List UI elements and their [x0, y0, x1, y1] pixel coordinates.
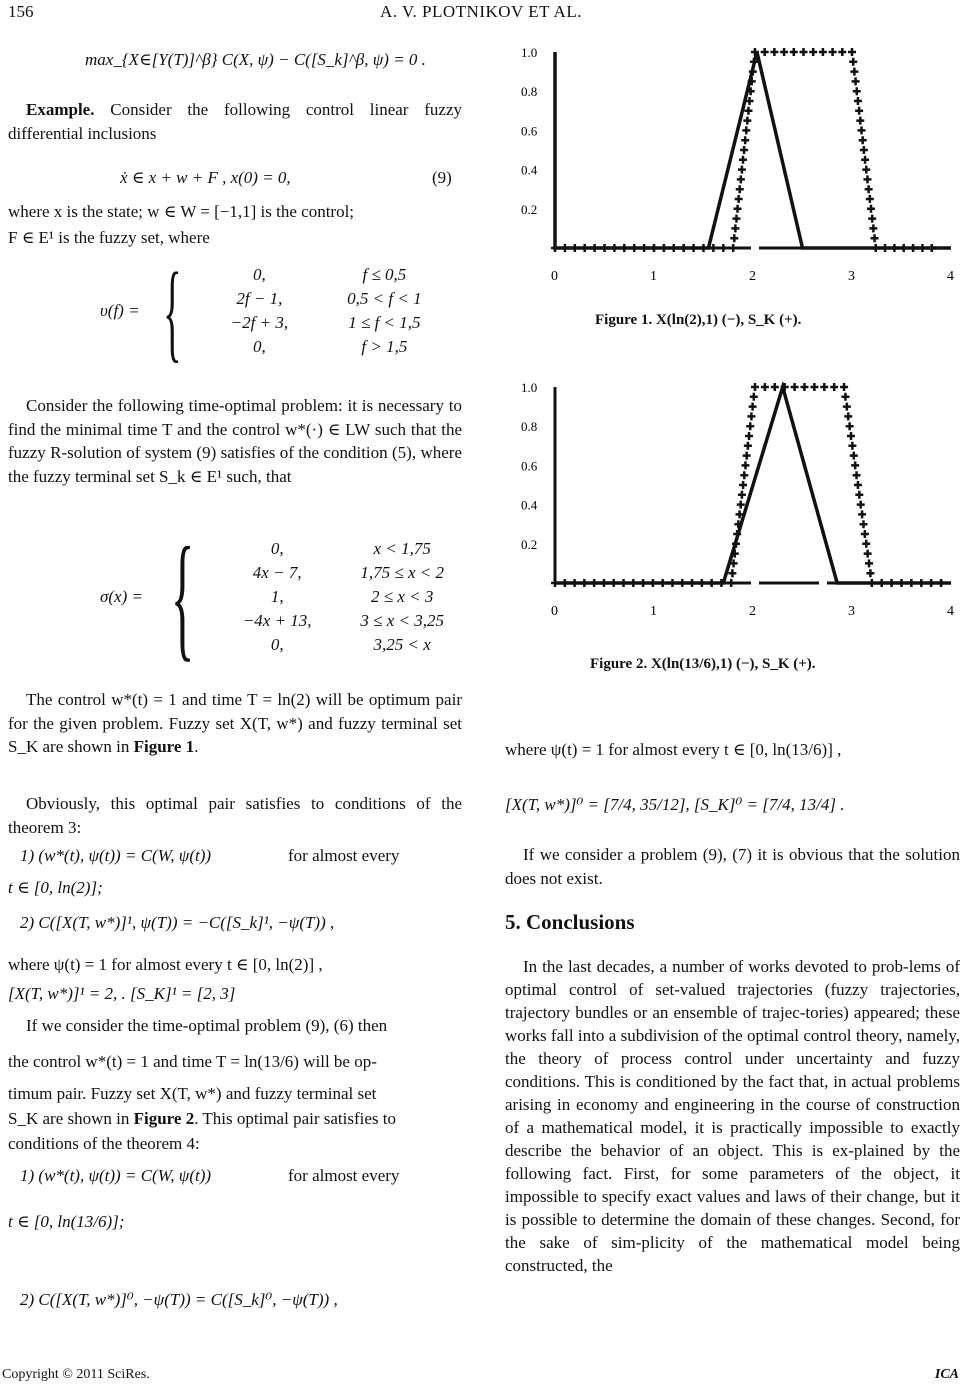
plus-marker [708, 579, 716, 587]
control-text: The control w*(t) = 1 and time T = ln(2) will be optimum pair for the given problem. Fuzzy set X(T, w*) and fuzzy terminal set S_K are shown in [8, 690, 462, 756]
plus-marker [751, 383, 759, 391]
plus-marker [850, 68, 858, 76]
plus-marker [861, 530, 869, 538]
equation-9-number: (9) [432, 168, 452, 187]
plus-marker [620, 579, 628, 587]
plus-marker [771, 383, 779, 391]
plus-marker [878, 579, 886, 587]
condition-1b: t ∈ [0, ln(2)]; [8, 878, 103, 897]
plus-marker [928, 244, 936, 252]
plus-marker [561, 244, 569, 252]
plus-marker [736, 185, 744, 193]
plus-marker [844, 412, 852, 420]
plus-marker [610, 579, 618, 587]
plus-marker [639, 579, 647, 587]
plus-marker [731, 224, 739, 232]
plus-marker [810, 383, 818, 391]
plus-marker [747, 412, 755, 420]
plus-marker [600, 579, 608, 587]
sigma-lhs: σ(x) = [100, 587, 143, 606]
where-line-1: where x is the state; w ∈ W = [−1,1] is the control; [8, 202, 355, 221]
plus-marker [853, 471, 861, 479]
plus-marker [848, 442, 856, 450]
plus-marker [551, 244, 559, 252]
x-tick-label: 3 [848, 604, 855, 619]
case-expression: 1, [270, 587, 284, 606]
plus-marker [738, 491, 746, 499]
figure-1-caption: Figure 1. X(ln(2),1) (−), S_K (+). [595, 312, 802, 328]
x-tick-label: 1 [650, 604, 657, 619]
example-paragraph [8, 98, 462, 145]
plus-marker [855, 107, 863, 115]
x-tick-label: 2 [749, 269, 756, 284]
plus-marker [937, 579, 945, 587]
plus-marker [890, 244, 898, 252]
plus-marker [809, 48, 817, 56]
plus-marker [650, 244, 658, 252]
upsilon-lhs: υ(f) = [100, 301, 140, 320]
plus-marker [742, 126, 750, 134]
plus-marker [743, 452, 751, 460]
plus-marker [761, 383, 769, 391]
plus-marker [728, 569, 736, 577]
plus-marker [743, 117, 751, 125]
where-line-2: F ∈ E¹ is the fuzzy set, where [8, 228, 210, 247]
plus-marker [739, 481, 747, 489]
case-expression: 0, [253, 337, 266, 356]
plus-marker [799, 48, 807, 56]
x-tick-label: 2 [749, 604, 756, 619]
plus-marker [690, 244, 698, 252]
plus-marker [571, 244, 579, 252]
plus-marker [780, 48, 788, 56]
y-tick-label: 0.8 [521, 419, 538, 435]
plus-marker [790, 48, 798, 56]
x-tick-label: 0 [551, 269, 558, 284]
consider-paragraph: Consider the following time-optimal problem: it is necessary to find the minimal time T and the control w*(·) ∈ LW such that the fuzzy R-solution of system (9) satisfies of the condition (5), where the fuzzy terminal set S_k ∈ E¹ such, that [8, 396, 462, 486]
condition-1c-tail: for almost every [288, 1166, 400, 1185]
plus-marker [862, 540, 870, 548]
case-condition: 0,5 < f < 1 [347, 289, 422, 308]
plus-marker [660, 244, 668, 252]
plus-marker [869, 224, 877, 232]
plus-marker [738, 166, 746, 174]
plus-marker [841, 393, 849, 401]
y-tick-label: 0.2 [521, 201, 538, 217]
condition-1d: t ∈ [0, ln(13/6)]; [8, 1212, 125, 1231]
plus-marker [858, 126, 866, 134]
plus-marker [867, 205, 875, 213]
plus-marker [719, 244, 727, 252]
plus-marker [640, 244, 648, 252]
x-tick-label: 0 [551, 604, 558, 619]
y-tick-label: 1.0 [521, 380, 538, 395]
plus-marker [571, 579, 579, 587]
plus-marker [670, 244, 678, 252]
equation-9: ẋ ∈ x + w + F , x(0) = 0, [120, 168, 291, 187]
copyright: Copyright © 2011 SciRes. [2, 1367, 150, 1382]
plus-marker [745, 432, 753, 440]
plus-marker [820, 383, 828, 391]
period: . [194, 737, 199, 756]
plus-marker [649, 579, 657, 587]
if-consider-line-4 [8, 1109, 396, 1129]
x-tick-label: 4 [947, 269, 954, 284]
plus-marker [861, 156, 869, 164]
if-consider-line-5: conditions of the theorem 4: [8, 1134, 200, 1153]
figure-1-reference[interactable]: Figure 1 [133, 737, 195, 756]
case-expression: −4x + 13, [242, 611, 312, 630]
figure-2-chart [505, 365, 965, 625]
plus-marker [698, 579, 706, 587]
condition-1a: 1) (w*(t), ψ(t)) = C(W, ψ(t)) [20, 846, 212, 865]
if-consider-line-1: If we consider the time-optimal problem (9), (6) then [26, 1016, 388, 1035]
y-tick-label: 0.6 [521, 458, 538, 474]
plus-marker [581, 244, 589, 252]
plus-marker [740, 146, 748, 154]
plus-marker [857, 501, 865, 509]
if-consider-line-3: timum pair. Fuzzy set X(T, w*) and fuzzy terminal set [8, 1084, 377, 1103]
plus-marker [843, 403, 851, 411]
plus-marker [610, 244, 618, 252]
plus-marker [737, 501, 745, 509]
figure-1-chart [505, 30, 965, 300]
plus-marker [744, 107, 752, 115]
plus-marker [918, 244, 926, 252]
y-tick-label: 0.4 [521, 497, 538, 513]
plus-marker [859, 136, 867, 144]
plus-marker [580, 579, 588, 587]
figure-2-reference[interactable]: Figure 2 [133, 1109, 195, 1128]
x-tick-label: 1 [650, 269, 657, 284]
plus-marker [561, 579, 569, 587]
condition-1c: 1) (w*(t), ψ(t)) = C(W, ψ(t)) [20, 1166, 212, 1185]
left-brace: { [162, 250, 182, 372]
plus-marker [858, 510, 866, 518]
plus-marker [730, 234, 738, 242]
plus-marker [846, 422, 854, 430]
plus-marker [551, 579, 559, 587]
case-expression: −2f + 3, [230, 313, 289, 332]
plus-marker [700, 244, 708, 252]
condition-1a-tail: for almost every [288, 846, 400, 865]
sigma-cases [222, 539, 472, 655]
figure-2-caption: Figure 2. X(ln(13/6),1) (−), S_K (+). [590, 656, 816, 672]
condition-2b: 2) C([X(T, w*)]⁰, −ψ(T)) = C([S_k]⁰, −ψ(T)) , [20, 1290, 338, 1309]
plus-marker [680, 244, 688, 252]
y-tick-label: 0.6 [521, 123, 538, 139]
plus-marker [855, 491, 863, 499]
journal-name: ICA [934, 1367, 959, 1382]
plus-marker [735, 195, 743, 203]
case-condition: 2 ≤ x < 3 [371, 587, 434, 606]
plus-marker [739, 156, 747, 164]
plus-marker [737, 175, 745, 183]
plus-marker [868, 215, 876, 223]
equation-max: max_{X∈[Y(T)]^β} C(X, ψ) − C([S_k]^β, ψ) = 0 . [85, 50, 426, 69]
plus-marker [791, 383, 799, 391]
case-condition: 3 ≤ x < 3,25 [360, 611, 444, 630]
running-title: A. V. PLOTNIKOV ET AL. [380, 2, 582, 21]
case-condition: 3,25 < x [373, 635, 431, 654]
upsilon-cases [204, 265, 454, 357]
plus-marker [851, 461, 859, 469]
case-expression: 0, [270, 539, 284, 558]
plus-marker [854, 481, 862, 489]
case-condition: 1 ≤ f < 1,5 [348, 313, 421, 332]
control-paragraph [8, 688, 462, 759]
example-label: Example. [26, 100, 95, 119]
plus-marker [847, 432, 855, 440]
plus-marker [863, 175, 871, 183]
example-text: Consider the following control linear fuzzy differential inclusions [8, 100, 462, 143]
plus-marker [859, 520, 867, 528]
plus-marker [907, 579, 915, 587]
plus-marker [862, 166, 870, 174]
plus-marker [744, 442, 752, 450]
plus-marker [849, 58, 857, 66]
plus-marker [829, 48, 837, 56]
case-condition: f ≤ 0,5 [362, 265, 407, 284]
plus-marker [860, 146, 868, 154]
where-2: where ψ(t) = 1 for almost every t ∈ [0, ln(2)] , [8, 955, 323, 974]
plus-marker [838, 48, 846, 56]
plus-marker [864, 550, 872, 558]
condition-2a: 2) C([X(T, w*)]¹, ψ(T)) = −C([S_k]¹, −ψ(T)) , [20, 913, 335, 932]
plus-marker [856, 117, 864, 125]
x-tick-label: 4 [947, 604, 954, 619]
plus-marker [770, 48, 778, 56]
case-expression: 0, [270, 635, 284, 654]
plus-marker [888, 579, 896, 587]
plus-marker [819, 48, 827, 56]
plus-marker [629, 579, 637, 587]
plus-marker [750, 393, 758, 401]
if-consider-line-2: the control w*(t) = 1 and time T = ln(13/6) will be op- [8, 1052, 377, 1071]
sets-2: [X(T, w*)]¹ = 2, . [S_K]¹ = [2, 3] [8, 984, 236, 1003]
plus-marker [865, 559, 873, 567]
plus-marker [909, 244, 917, 252]
right-if-consider-paragraph: If we consider a problem (9), (7) it is obvious that the solution does not exist. [505, 845, 960, 888]
plus-marker [872, 244, 880, 252]
plus-marker [729, 244, 737, 252]
plus-marker [740, 471, 748, 479]
plus-marker [866, 569, 874, 577]
plus-marker [741, 461, 749, 469]
plus-marker [865, 185, 873, 193]
y-tick-label: 0.4 [521, 162, 538, 178]
plus-marker [840, 383, 848, 391]
plus-marker [868, 579, 876, 587]
case-expression: 2f − 1, [236, 289, 283, 308]
case-condition: 1,75 ≤ x < 2 [360, 563, 444, 582]
plus-marker [881, 244, 889, 252]
plus-marker [746, 422, 754, 430]
plus-marker [800, 383, 808, 391]
plus-marker [927, 579, 935, 587]
text: . This optimal pair satisfies to [194, 1109, 396, 1128]
conclusions-paragraph: In the last decades, a number of works devoted to prob-lems of optimal control of set-valued trajectories (fuzzy trajectories, trajectory bundles or an ensemble of trajec-tories) appeared; these works fall into a subdivision of the optimal control theory, namely, the theory of process control under uncertainty and fuzzy conditions. This is conditioned by the fact that, in actual problems arising in economy and engineering in the course of construction of a mathematical model, it is practically impossible to exactly describe the behavior of an object. This is ex-plained by the following fact. First, for some parameters of the object, it impossible to specify exact values and laws of their change, but it is possible to determine the domain of these changes. Second, for the sake of sim-plicity of the mathematical model being constructed, the [505, 957, 960, 1275]
plus-marker [871, 234, 879, 242]
plus-marker [898, 579, 906, 587]
upsilon-piecewise [100, 250, 454, 372]
y-tick-label: 0.2 [521, 536, 538, 552]
plus-marker [591, 244, 599, 252]
plus-marker [761, 48, 769, 56]
sigma-piecewise [100, 519, 472, 674]
plus-marker [601, 244, 609, 252]
page-number: 156 [8, 2, 34, 21]
plus-marker [620, 244, 628, 252]
plus-marker [850, 452, 858, 460]
plus-marker [668, 579, 676, 587]
case-condition: x < 1,75 [373, 539, 431, 558]
y-tick-label: 0.8 [521, 84, 538, 100]
plus-marker [848, 48, 856, 56]
plus-marker [830, 383, 838, 391]
case-expression: 4x − 7, [252, 563, 302, 582]
x-tick-label: 3 [848, 269, 855, 284]
plus-marker [659, 579, 667, 587]
case-expression: 0, [253, 265, 266, 284]
plus-marker [866, 195, 874, 203]
plus-marker [734, 205, 742, 213]
plus-marker [688, 579, 696, 587]
plus-marker [852, 77, 860, 85]
plus-marker [727, 579, 735, 587]
plus-marker [732, 215, 740, 223]
y-tick-label: 1.0 [521, 45, 538, 60]
right-where-line: where ψ(t) = 1 for almost every t ∈ [0, ln(13/6)] , [505, 740, 842, 759]
plus-marker [854, 97, 862, 105]
obviously-paragraph: Obviously, this optimal pair satisfies to conditions of the theorem 3: [8, 794, 462, 837]
plus-marker [630, 244, 638, 252]
left-brace: { [170, 519, 195, 674]
plus-marker [741, 136, 749, 144]
plus-marker [678, 579, 686, 587]
plus-marker [590, 579, 598, 587]
case-condition: f > 1,5 [361, 337, 408, 356]
plus-marker [749, 403, 757, 411]
plus-marker [900, 244, 908, 252]
section-heading: 5. Conclusions [505, 910, 635, 934]
right-sets-line: [X(T, w*)]⁰ = [7/4, 35/12], [S_K]⁰ = [7/4, 13/4] . [505, 795, 845, 814]
plus-marker [853, 87, 861, 95]
text: S_K are shown in [8, 1109, 134, 1128]
plus-marker [917, 579, 925, 587]
